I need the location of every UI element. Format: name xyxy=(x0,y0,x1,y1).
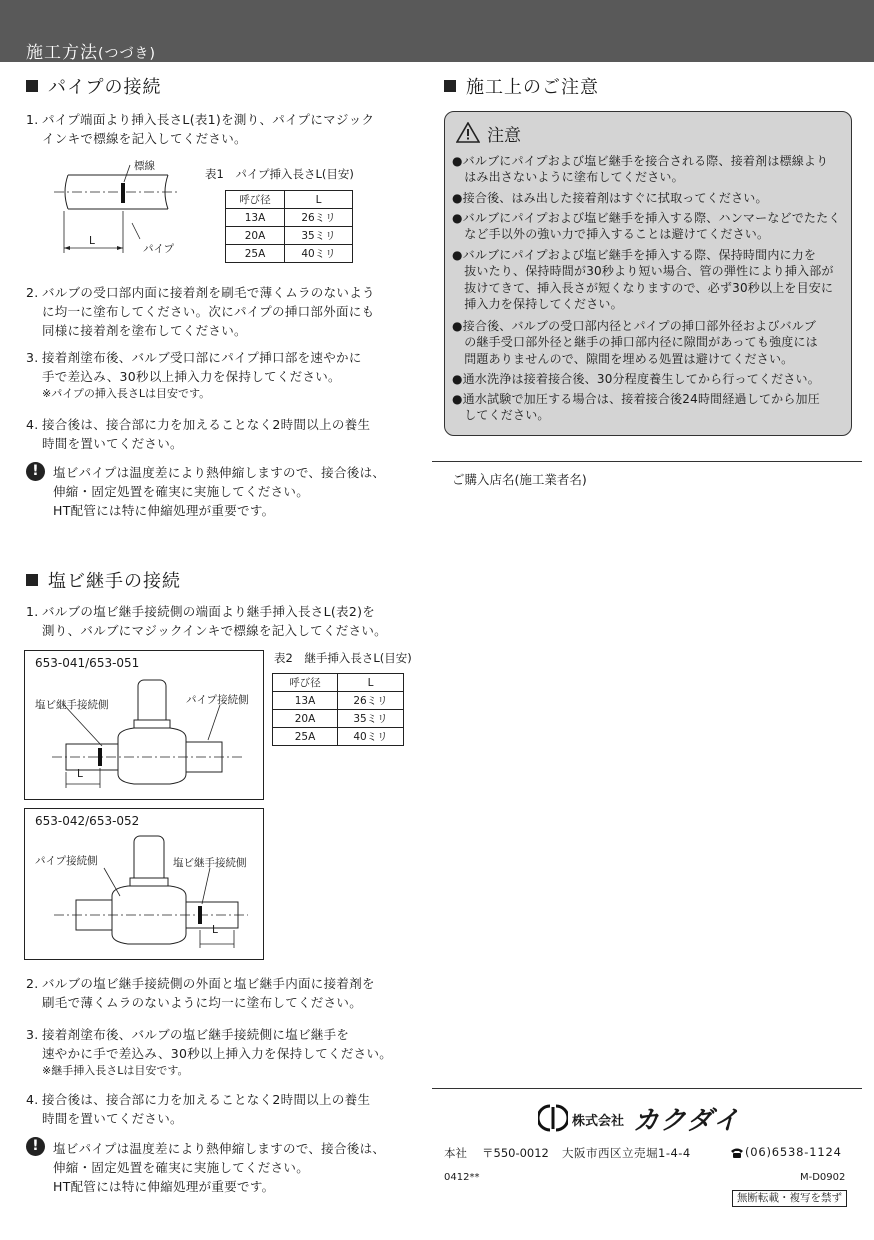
table1-title: 表1 パイプ挿入長さL(目安) xyxy=(205,167,354,181)
table2-title: 表2 継手挿入長さL(目安) xyxy=(274,651,412,665)
phone-icon xyxy=(730,1147,744,1159)
page-title xyxy=(26,38,156,63)
diagram2-title: 653-042/653-052 xyxy=(35,814,140,828)
table-cell: 40ミリ xyxy=(285,245,353,263)
pipe-marking-diagram xyxy=(50,155,200,260)
table-cell: 20A xyxy=(273,710,338,728)
table-cell: 35ミリ xyxy=(338,710,404,728)
step-number: 2. xyxy=(26,976,39,991)
table-header-row xyxy=(226,191,353,209)
caution-bullet: ●バルブにパイプおよび塩ビ継手を挿入する際、保持時間内に力を 抜いたり、保持時間が30秒より短い場合、管の弾性により挿入部が 抜けてきて、挿入長さが短くなりますので、必ず30秒以上を目安に 挿入力を保持してください。 xyxy=(452,248,834,311)
table-cell: 26ミリ xyxy=(338,692,404,710)
table-cell: 20A xyxy=(226,227,285,245)
warning-icon: ! xyxy=(26,1137,45,1156)
company-logo-icon xyxy=(538,1103,568,1133)
caution-bullet: ●接合後、バルブの受口部内径とパイプの挿口部外径およびバルブ の継手受口部外径と継手の挿口部内径に隙間があっても強度には 問題ありませんので、隙間を埋める処置は避けてください。 xyxy=(452,319,818,366)
caution-bullet: ●通水洗浄は接着接合後、30分程度養生してから行ってください。 xyxy=(452,372,820,386)
step-text: バルブの塩ビ継手接続側の外面と塩ビ継手内面に接着剤を 刷毛で薄くムラのないように均一に塗布してください。 xyxy=(42,976,375,1010)
address: 大阪市西区立売堀1-4-4 xyxy=(562,1146,691,1160)
heading-text: 塩ビ継手の接続 xyxy=(48,571,181,592)
fitting-note: ※継手挿入長さLは目安です。 xyxy=(42,1064,189,1077)
shop-divider xyxy=(432,461,862,462)
footer-divider xyxy=(432,1088,862,1089)
table-header-cell: L xyxy=(338,674,404,692)
valve-drawing-1 xyxy=(24,650,262,798)
square-bullet-icon xyxy=(26,80,38,92)
pipe-step-1 xyxy=(26,110,426,148)
caution-bullet: ●通水試験で加圧する場合は、接着接合後24時間経過してから加圧 してください。 xyxy=(452,392,820,423)
length-label: L xyxy=(89,235,95,247)
pipe-step-4 xyxy=(26,415,426,453)
doc-code-left: 0412** xyxy=(444,1172,480,1183)
warning-triangle-icon xyxy=(456,122,480,143)
heading-text: パイプの接続 xyxy=(48,77,162,98)
table-header-cell: 呼び径 xyxy=(226,191,285,209)
table-cell: 26ミリ xyxy=(285,209,353,227)
table-cell: 40ミリ xyxy=(338,728,404,746)
diagram2-right-label: 塩ビ継手接続側 xyxy=(173,857,247,869)
table-cell: 13A xyxy=(273,692,338,710)
step-number: 4. xyxy=(26,417,39,432)
step-number: 1. xyxy=(26,604,39,619)
square-bullet-icon xyxy=(26,574,38,586)
phone-number: (06)6538-1124 xyxy=(745,1145,842,1159)
caution-bullet: ●バルブにパイプおよび塩ビ継手を挿入する際、ハンマーなどでたたく など手以外の強い力で挿入することは避けてください。 xyxy=(452,211,841,242)
diagram2-left-label: パイプ接続側 xyxy=(35,855,98,867)
step-number: 1. xyxy=(26,112,39,127)
copyright-notice: 無断転載・複写を禁ず xyxy=(732,1190,847,1207)
diagram1-right-label: パイプ接続側 xyxy=(186,694,249,706)
step-text: 接合後は、接合部に力を加えることなく2時間以上の養生 時間を置いてください。 xyxy=(42,417,371,451)
valve-drawing-2 xyxy=(24,808,262,958)
title-subtitle: (つづき) xyxy=(98,46,156,62)
mark-line-label: 標線 xyxy=(134,160,155,172)
table-cell: 13A xyxy=(226,209,285,227)
step-text: バルブの塩ビ継手接続側の端面より継手挿入長さL(表2)を 測り、バルブにマジックインキで標線を記入してください。 xyxy=(42,604,387,638)
section-heading-pipe xyxy=(26,73,161,99)
length-label: L xyxy=(212,924,218,936)
fitting-step-1 xyxy=(26,602,436,640)
table-row xyxy=(273,692,404,710)
step-text: 接着剤塗布後、バルブの塩ビ継手接続側に塩ビ継手を 速やかに手で差込み、30秒以上挿入力を保持してください。 xyxy=(42,1027,393,1061)
section-heading-fitting xyxy=(26,567,181,593)
table-row xyxy=(226,209,353,227)
length-label: L xyxy=(77,768,83,780)
table-row xyxy=(273,710,404,728)
caution-bullet: ●接合後、はみ出した接着剤はすぐに拭取ってください。 xyxy=(452,191,768,205)
step-number: 2. xyxy=(26,285,39,300)
table-cell: 35ミリ xyxy=(285,227,353,245)
caution-title: 注意 xyxy=(487,126,521,146)
pipe-label: パイプ xyxy=(143,243,175,255)
pipe-note: ※パイプの挿入長さLは目安です。 xyxy=(42,387,211,400)
pipe-step-2 xyxy=(26,283,426,340)
table2 xyxy=(272,673,404,746)
doc-code-right: M-D0902 xyxy=(800,1172,846,1183)
fitting-step-2 xyxy=(26,974,436,1012)
step-number: 3. xyxy=(26,1027,39,1042)
step-number: 3. xyxy=(26,350,39,365)
step-text: パイプ端面より挿入長さL(表1)を測り、パイプにマジック インキで標線を記入してください。 xyxy=(42,112,375,146)
title-text: 施工方法 xyxy=(26,43,98,63)
table-cell: 25A xyxy=(273,728,338,746)
heading-text: 施工上のご注意 xyxy=(466,77,599,98)
company-prefix: 株式会社 xyxy=(572,1114,625,1129)
table-header-cell: L xyxy=(285,191,353,209)
step-text: 接合後は、接合部に力を加えることなく2時間以上の養生 時間を置いてください。 xyxy=(42,1092,371,1126)
table-header-row xyxy=(273,674,404,692)
step-text: バルブの受口部内面に接着剤を刷毛で薄くムラのないよう に均一に塗布してください。次にパイプの挿口部外面にも 同様に接着剤を塗布してください。 xyxy=(42,285,375,338)
table-row xyxy=(273,728,404,746)
fitting-step-3 xyxy=(26,1025,436,1063)
table-row xyxy=(226,245,353,263)
diagram1-title: 653-041/653-051 xyxy=(35,656,140,670)
section-heading-caution xyxy=(444,73,599,99)
step-text: 接着剤塗布後、バルブ受口部にパイプ挿口部を速やかに 手で差込み、30秒以上挿入力を保持してください。 xyxy=(42,350,362,384)
fitting-warning-text: 塩ビパイプは温度差により熱伸縮しますので、接合後は、 伸縮・固定処置を確実に実施してください。 HT配管には特に伸縮処理が重要です。 xyxy=(53,1141,386,1194)
hq-label: 本社 xyxy=(444,1146,467,1160)
table-row xyxy=(226,227,353,245)
square-bullet-icon xyxy=(444,80,456,92)
pipe-warning-text: 塩ビパイプは温度差により熱伸縮しますので、接合後は、 伸縮・固定処置を確実に実施してください。 HT配管には特に伸縮処理が重要です。 xyxy=(53,465,386,518)
warning-icon: ! xyxy=(26,462,45,481)
table-header-cell: 呼び径 xyxy=(273,674,338,692)
company-name: カクダイ xyxy=(633,1106,740,1136)
pipe-step-3 xyxy=(26,348,426,386)
shop-name-label: ご購入店名(施工業者名) xyxy=(452,472,587,487)
postal-code: 〒550-0012 xyxy=(482,1146,549,1160)
diagram1-left-label: 塩ビ継手接続側 xyxy=(35,699,109,711)
table-cell: 25A xyxy=(226,245,285,263)
table1 xyxy=(225,190,353,263)
caution-bullet: ●バルブにパイプおよび塩ビ継手を接合される際、接着剤は標線より はみ出さないように塗布してください。 xyxy=(452,154,829,185)
step-number: 4. xyxy=(26,1092,39,1107)
fitting-step-4 xyxy=(26,1090,436,1128)
